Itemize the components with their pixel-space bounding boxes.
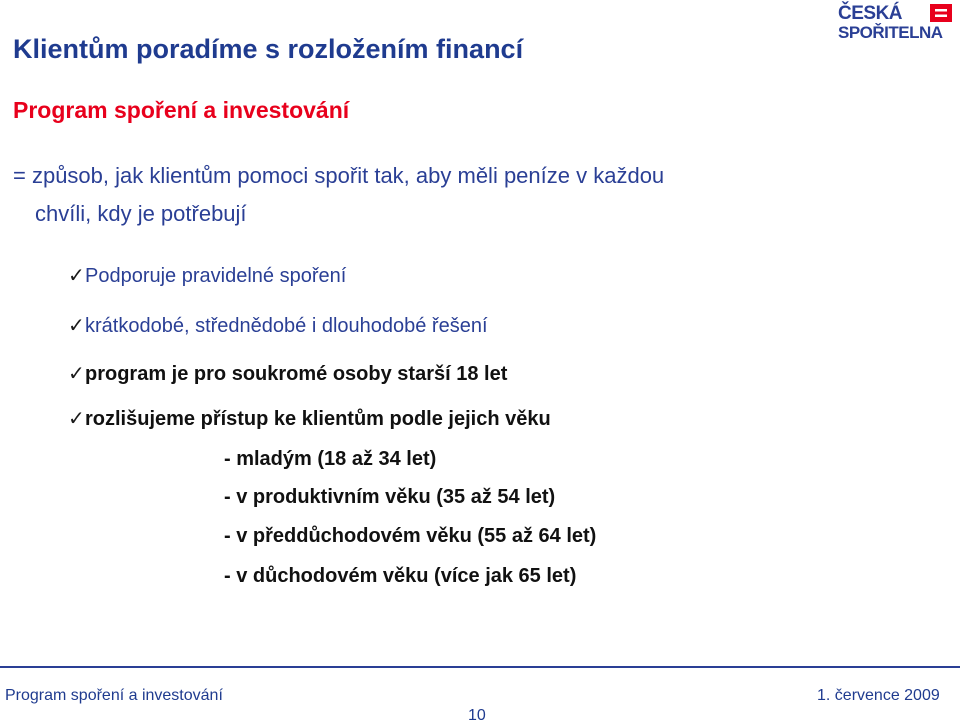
logo-line-2: SPOŘITELNA: [838, 23, 943, 42]
checklist-item-text: rozlišujeme přístup ke klientům podle jejich věku: [85, 408, 551, 430]
footer-divider: [0, 666, 960, 668]
checklist-item: [68, 361, 507, 386]
slide-title: Klientům poradíme s rozložením financí: [13, 34, 524, 64]
checklist-item-text: program je pro soukromé osoby starší 18 let: [85, 363, 508, 385]
page-number: 10: [468, 707, 486, 724]
checklist-item-text: krátkodobé, střednědobé i dlouhodobé řešení: [85, 315, 488, 337]
intro-line-1: = způsob, jak klientům pomoci spořit tak, aby měli peníze v každou: [13, 163, 665, 188]
checklist-item: [68, 406, 551, 431]
slide-subtitle: Program spoření a investování: [13, 97, 350, 123]
checklist-item-text: Podporuje pravidelné spoření: [85, 265, 347, 287]
checkmark-icon: ✓: [68, 315, 85, 337]
checklist-item: [68, 313, 488, 338]
ceska-sporitelna-logo: [838, 3, 956, 43]
footer-date: 1. července 2009: [817, 687, 940, 704]
intro-line-2: chvíli, kdy je potřebují: [35, 201, 247, 226]
age-group-item: - v důchodovém věku (více jak 65 let): [224, 565, 577, 587]
logo-line-1: ČESKÁ: [838, 3, 903, 24]
age-group-item: - v produktivním věku (35 až 54 let): [224, 486, 556, 508]
checklist-item: [68, 263, 346, 288]
checkmark-icon: ✓: [68, 408, 85, 430]
age-group-item: - v předdůchodovém věku (55 až 64 let): [224, 525, 597, 547]
logo-red-mark-icon: [930, 4, 952, 22]
checkmark-icon: ✓: [68, 265, 85, 287]
footer-presentation-name: Program spoření a investování: [5, 687, 223, 704]
checkmark-icon: ✓: [68, 363, 85, 385]
age-group-item: - mladým (18 až 34 let): [224, 448, 437, 470]
